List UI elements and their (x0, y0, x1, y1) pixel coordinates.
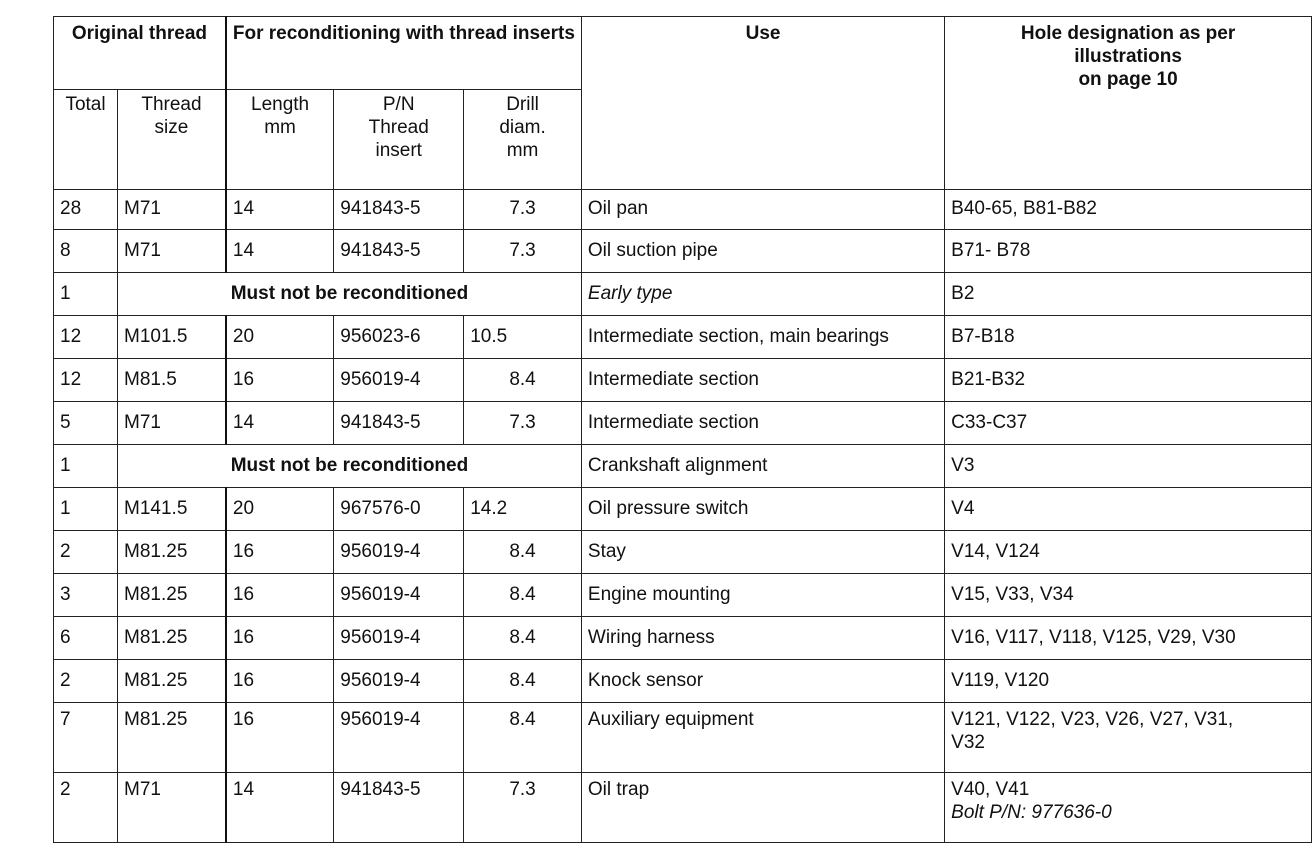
cell-total: 7 (54, 703, 118, 773)
cell-drill: 14.2 (464, 488, 582, 531)
cell-holes: B2 (945, 273, 1312, 316)
header-total: Total (54, 90, 118, 190)
table-row (54, 316, 1312, 359)
cell-drill: 8.4 (464, 359, 582, 402)
cell-holes: B21-B32 (945, 359, 1312, 402)
cell-holes: V16, V117, V118, V125, V29, V30 (945, 617, 1312, 660)
cell-use: Knock sensor (581, 660, 944, 703)
bolt-pn-note: Bolt P/N: 977636-0 (951, 801, 1112, 823)
cell-pn: 956019-4 (334, 574, 464, 617)
cell-thread-size: M71 (118, 190, 226, 230)
cell-holes: B7-B18 (945, 316, 1312, 359)
pn-line-2: Thread (368, 116, 429, 138)
header-hole-designation (945, 17, 1312, 190)
table-row (54, 402, 1312, 445)
cell-pn: 956019-4 (334, 703, 464, 773)
cell-drill: 7.3 (464, 402, 582, 445)
header-drill-diam (464, 90, 582, 190)
cell-drill: 7.3 (464, 190, 582, 230)
cell-total: 12 (54, 316, 118, 359)
cell-thread-size: M81.25 (118, 531, 226, 574)
cell-pn: 941843-5 (334, 190, 464, 230)
cell-length: 20 (226, 316, 334, 359)
cell-drill: 7.3 (464, 773, 582, 843)
cell-use: Stay (581, 531, 944, 574)
drill-line-3: mm (506, 139, 539, 161)
cell-total: 2 (54, 660, 118, 703)
cell-length: 14 (226, 773, 334, 843)
thread-size-line-1: Thread (141, 94, 202, 115)
cell-length: 14 (226, 230, 334, 273)
cell-holes: B40-65, B81-B82 (945, 190, 1312, 230)
cell-drill: 8.4 (464, 617, 582, 660)
table-row (54, 773, 1312, 843)
cell-use: Crankshaft alignment (581, 445, 944, 488)
cell-drill: 8.4 (464, 531, 582, 574)
cell-drill: 8.4 (464, 574, 582, 617)
cell-pn: 956019-4 (334, 660, 464, 703)
cell-length: 16 (226, 574, 334, 617)
cell-pn: 941843-5 (334, 773, 464, 843)
cell-length: 14 (226, 190, 334, 230)
holes-line-1: V121, V122, V23, V26, V27, V31, (951, 709, 1234, 730)
header-pn-thread-insert (334, 90, 464, 190)
cell-holes: V4 (945, 488, 1312, 531)
cell-length: 14 (226, 402, 334, 445)
cell-drill: 8.4 (464, 660, 582, 703)
cell-total: 5 (54, 402, 118, 445)
table-row (54, 617, 1312, 660)
cell-pn: 967576-0 (334, 488, 464, 531)
holes-line-1: V40, V41 (951, 779, 1030, 800)
cell-use: Engine mounting (581, 574, 944, 617)
table-row (54, 531, 1312, 574)
cell-not-reconditioned-note: Must not be reconditioned (118, 445, 582, 488)
cell-holes: V119, V120 (945, 660, 1312, 703)
cell-use: Intermediate section (581, 402, 944, 445)
cell-pn: 956023-6 (334, 316, 464, 359)
cell-holes: B71- B78 (945, 230, 1312, 273)
table-row (54, 488, 1312, 531)
header-thread-size (118, 90, 226, 190)
hole-designation-line-2: illustrations (1074, 45, 1182, 67)
cell-total: 8 (54, 230, 118, 273)
hole-designation-line-3: on page 10 (1078, 68, 1178, 90)
cell-thread-size: M101.5 (118, 316, 226, 359)
cell-use: Wiring harness (581, 617, 944, 660)
header-row-1 (54, 17, 1312, 90)
cell-pn: 956019-4 (334, 617, 464, 660)
table-row (54, 703, 1312, 773)
cell-total: 1 (54, 445, 118, 488)
cell-holes: V14, V124 (945, 531, 1312, 574)
cell-total: 1 (54, 273, 118, 316)
table-row (54, 660, 1312, 703)
cell-length: 16 (226, 617, 334, 660)
cell-thread-size: M71 (118, 402, 226, 445)
cell-drill: 8.4 (464, 703, 582, 773)
cell-use: Oil trap (581, 773, 944, 843)
cell-length: 16 (226, 703, 334, 773)
cell-thread-size: M141.5 (118, 488, 226, 531)
cell-length: 16 (226, 660, 334, 703)
cell-total: 12 (54, 359, 118, 402)
cell-thread-size: M81.25 (118, 703, 226, 773)
cell-holes: C33-C37 (945, 402, 1312, 445)
cell-thread-size: M81.25 (118, 574, 226, 617)
drill-line-1: Drill (506, 94, 539, 115)
cell-thread-size: M81.25 (118, 617, 226, 660)
cell-pn: 956019-4 (334, 359, 464, 402)
holes-line-2: V32 (951, 731, 985, 753)
cell-use: Intermediate section (581, 359, 944, 402)
cell-total: 1 (54, 488, 118, 531)
table-row (54, 359, 1312, 402)
hole-designation-line-1: Hole designation as per (1020, 23, 1236, 44)
cell-use: Oil pan (581, 190, 944, 230)
cell-thread-size: M81.25 (118, 660, 226, 703)
cell-drill: 10.5 (464, 316, 582, 359)
thread-size-line-2: size (154, 116, 189, 138)
drill-line-2: diam. (499, 116, 546, 138)
cell-thread-size: M81.5 (118, 359, 226, 402)
cell-holes (945, 703, 1312, 773)
cell-length: 16 (226, 531, 334, 574)
cell-total: 28 (54, 190, 118, 230)
cell-pn: 941843-5 (334, 402, 464, 445)
length-line-2: mm (264, 116, 296, 138)
cell-length: 16 (226, 359, 334, 402)
cell-thread-size: M71 (118, 230, 226, 273)
cell-thread-size: M71 (118, 773, 226, 843)
header-use: Use (581, 17, 944, 190)
table-row (54, 230, 1312, 273)
thread-table (53, 16, 1312, 843)
cell-holes (945, 773, 1312, 843)
header-length (226, 90, 334, 190)
header-original-thread: Original thread (54, 17, 226, 90)
cell-holes: V15, V33, V34 (945, 574, 1312, 617)
cell-use: Oil pressure switch (581, 488, 944, 531)
thread-table-sheet (53, 16, 1312, 843)
cell-use: Oil suction pipe (581, 230, 944, 273)
cell-not-reconditioned-note: Must not be reconditioned (118, 273, 582, 316)
cell-pn: 956019-4 (334, 531, 464, 574)
cell-use: Early type (581, 273, 944, 316)
cell-total: 2 (54, 773, 118, 843)
pn-line-1: P/N (382, 94, 415, 115)
table-row (54, 445, 1312, 488)
cell-use: Auxiliary equipment (581, 703, 944, 773)
table-row (54, 190, 1312, 230)
cell-total: 6 (54, 617, 118, 660)
length-line-1: Length (251, 94, 310, 115)
cell-length: 20 (226, 488, 334, 531)
header-reconditioning: For reconditioning with thread inserts (226, 17, 582, 90)
table-row (54, 273, 1312, 316)
cell-total: 2 (54, 531, 118, 574)
cell-pn: 941843-5 (334, 230, 464, 273)
pn-line-3: insert (375, 139, 422, 161)
cell-total: 3 (54, 574, 118, 617)
cell-use: Intermediate section, main bearings (581, 316, 944, 359)
table-row (54, 574, 1312, 617)
cell-holes: V3 (945, 445, 1312, 488)
cell-drill: 7.3 (464, 230, 582, 273)
